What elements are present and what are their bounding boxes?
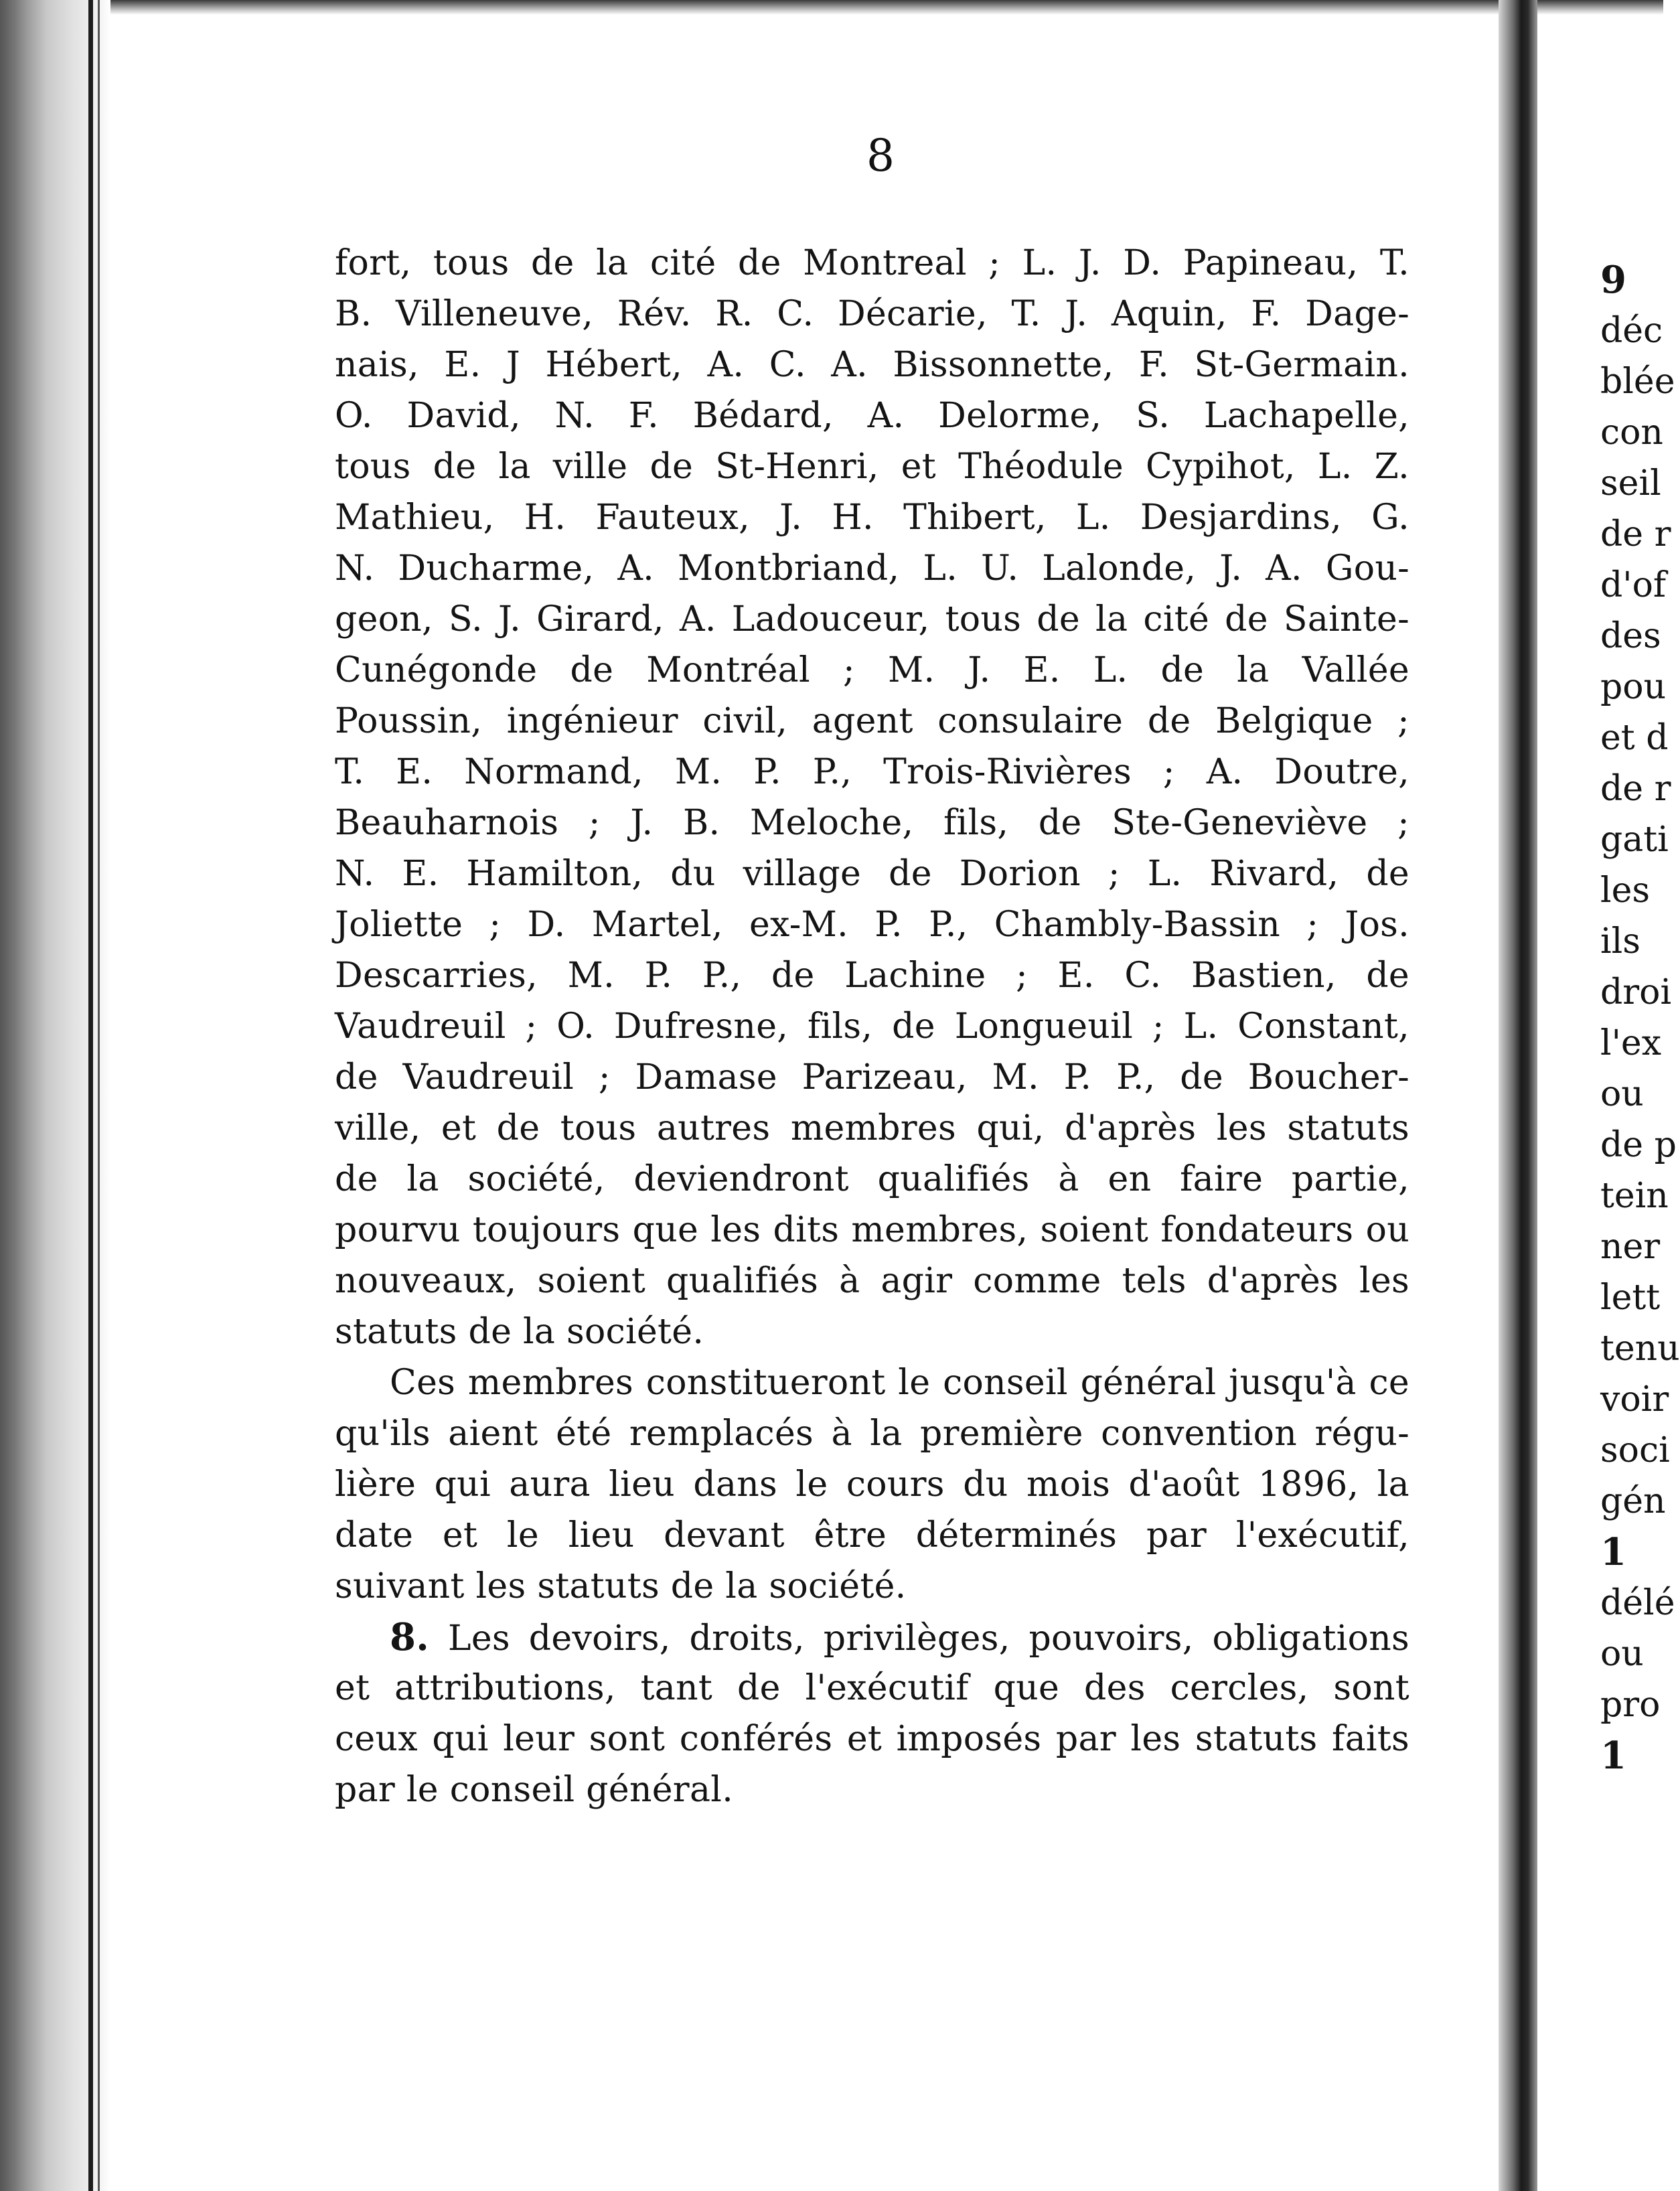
facing-fragment: pro — [1600, 1685, 1661, 1725]
section-number: 8. — [390, 1615, 430, 1659]
text-line: T. E. Normand, M. P. P., Trois-Rivières ; A. Doutre, — [335, 752, 1409, 792]
section-8-first-line — [335, 1612, 1409, 1663]
facing-fragment: lett — [1600, 1278, 1661, 1318]
facing-fragment: d'of — [1600, 565, 1667, 605]
facing-fragment: con — [1600, 412, 1663, 453]
facing-fragment: 9 — [1600, 258, 1626, 302]
text-line: nais, E. J Hébert, A. C. A. Bissonnette, F. St-Germain. — [335, 345, 1409, 385]
text-line: et attributions, tant de l'exécutif que des cercles, sont — [335, 1668, 1409, 1708]
facing-fragment: ou — [1600, 1634, 1644, 1674]
facing-fragment: des — [1600, 616, 1661, 656]
text-line: N. E. Hamilton, du village de Dorion ; L. Rivard, de — [335, 854, 1409, 894]
facing-fragment: voir — [1600, 1379, 1669, 1420]
facing-fragment: l'ex — [1600, 1023, 1662, 1063]
page-gutter — [1499, 0, 1537, 2191]
section-8-text: Les devoirs, droits, privilèges, pouvoirs, obligations — [447, 1618, 1409, 1659]
text-line: nouveaux, soient qualifiés à agir comme tels d'après les — [335, 1261, 1409, 1301]
facing-fragment: 1 — [1600, 1530, 1626, 1574]
top-page-edge — [0, 0, 1663, 15]
main-text-block — [335, 238, 1409, 1815]
facing-fragment: seil — [1600, 463, 1661, 504]
binding-line-thin — [98, 0, 100, 2191]
facing-fragment: les — [1600, 871, 1651, 911]
facing-fragment: ner — [1600, 1227, 1661, 1267]
text-line: N. Ducharme, A. Montbriand, L. U. Lalonde, J. A. Gou- — [335, 548, 1409, 589]
text-line: fort, tous de la cité de Montreal ; L. J. D. Papineau, T. — [335, 243, 1409, 283]
facing-fragment: soci — [1600, 1430, 1670, 1470]
facing-fragment: de p — [1600, 1125, 1677, 1165]
facing-fragment: droi — [1600, 972, 1672, 1012]
text-line: Ces membres constitueront le conseil général jusqu'à ce — [390, 1363, 1409, 1403]
text-line: lière qui aura lieu dans le cours du mois d'août 1896, la — [335, 1464, 1409, 1505]
text-line: suivant les statuts de la société. — [335, 1566, 907, 1606]
page-number: 8 — [866, 130, 895, 181]
text-line: ceux qui leur sont conférés et imposés par les statuts faits — [335, 1719, 1409, 1759]
text-line: B. Villeneuve, Rév. R. C. Décarie, T. J. Aquin, F. Dage- — [335, 294, 1409, 334]
facing-fragment: de r — [1600, 514, 1671, 554]
text-line: Beauharnois ; J. B. Meloche, fils, de Ste-Geneviève ; — [335, 803, 1409, 843]
text-line: tous de la ville de St-Henri, et Théodule Cypihot, L. Z. — [335, 447, 1409, 487]
text-line: de la société, deviendront qualifiés à en faire partie, — [335, 1159, 1409, 1199]
facing-fragment: pou — [1600, 667, 1667, 707]
facing-fragment: gén — [1600, 1481, 1666, 1521]
facing-fragment: blée — [1600, 362, 1675, 402]
left-binding-edge — [0, 0, 110, 2191]
facing-page-fragment — [1600, 254, 1680, 1781]
text-line: qu'ils aient été remplacés à la première convention régu- — [335, 1414, 1409, 1454]
facing-fragment: tenu — [1600, 1329, 1680, 1369]
facing-fragment: de r — [1600, 769, 1671, 809]
text-line: Joliette ; D. Martel, ex-M. P. P., Chambly-Bassin ; Jos. — [335, 905, 1409, 945]
facing-fragment: ils — [1600, 921, 1640, 962]
facing-fragment: déc — [1600, 311, 1663, 351]
text-line: Mathieu, H. Fauteux, J. H. Thibert, L. Desjardins, G. — [335, 498, 1409, 538]
text-line: Cunégonde de Montréal ; M. J. E. L. de la Vallée — [335, 650, 1409, 690]
facing-fragment: délé — [1600, 1583, 1675, 1623]
text-line: Descarries, M. P. P., de Lachine ; E. C. Bastien, de — [335, 956, 1409, 996]
facing-fragment: et d — [1600, 718, 1669, 758]
text-line: date et le lieu devant être déterminés par l'exécutif, — [335, 1515, 1409, 1556]
text-line: pourvu toujours que les dits membres, soient fondateurs ou — [335, 1210, 1409, 1250]
text-line: Vaudreuil ; O. Dufresne, fils, de Longueuil ; L. Constant, — [335, 1006, 1409, 1047]
text-line: geon, S. J. Girard, A. Ladouceur, tous de la cité de Sainte- — [335, 599, 1409, 639]
text-line: de Vaudreuil ; Damase Parizeau, M. P. P., de Boucher- — [335, 1057, 1409, 1098]
text-line: O. David, N. F. Bédard, A. Delorme, S. Lachapelle, — [335, 396, 1409, 436]
text-line: Poussin, ingénieur civil, agent consulaire de Belgique ; — [335, 701, 1409, 741]
facing-fragment: tein — [1600, 1176, 1669, 1216]
text-line: ville, et de tous autres membres qui, d'après les statuts — [335, 1108, 1409, 1148]
facing-fragment: gati — [1600, 820, 1669, 860]
binding-line — [88, 0, 93, 2191]
facing-fragment: ou — [1600, 1074, 1644, 1114]
text-line: statuts de la société. — [335, 1312, 704, 1352]
text-line: par le conseil général. — [335, 1770, 734, 1810]
facing-fragment: 1 — [1600, 1734, 1626, 1778]
